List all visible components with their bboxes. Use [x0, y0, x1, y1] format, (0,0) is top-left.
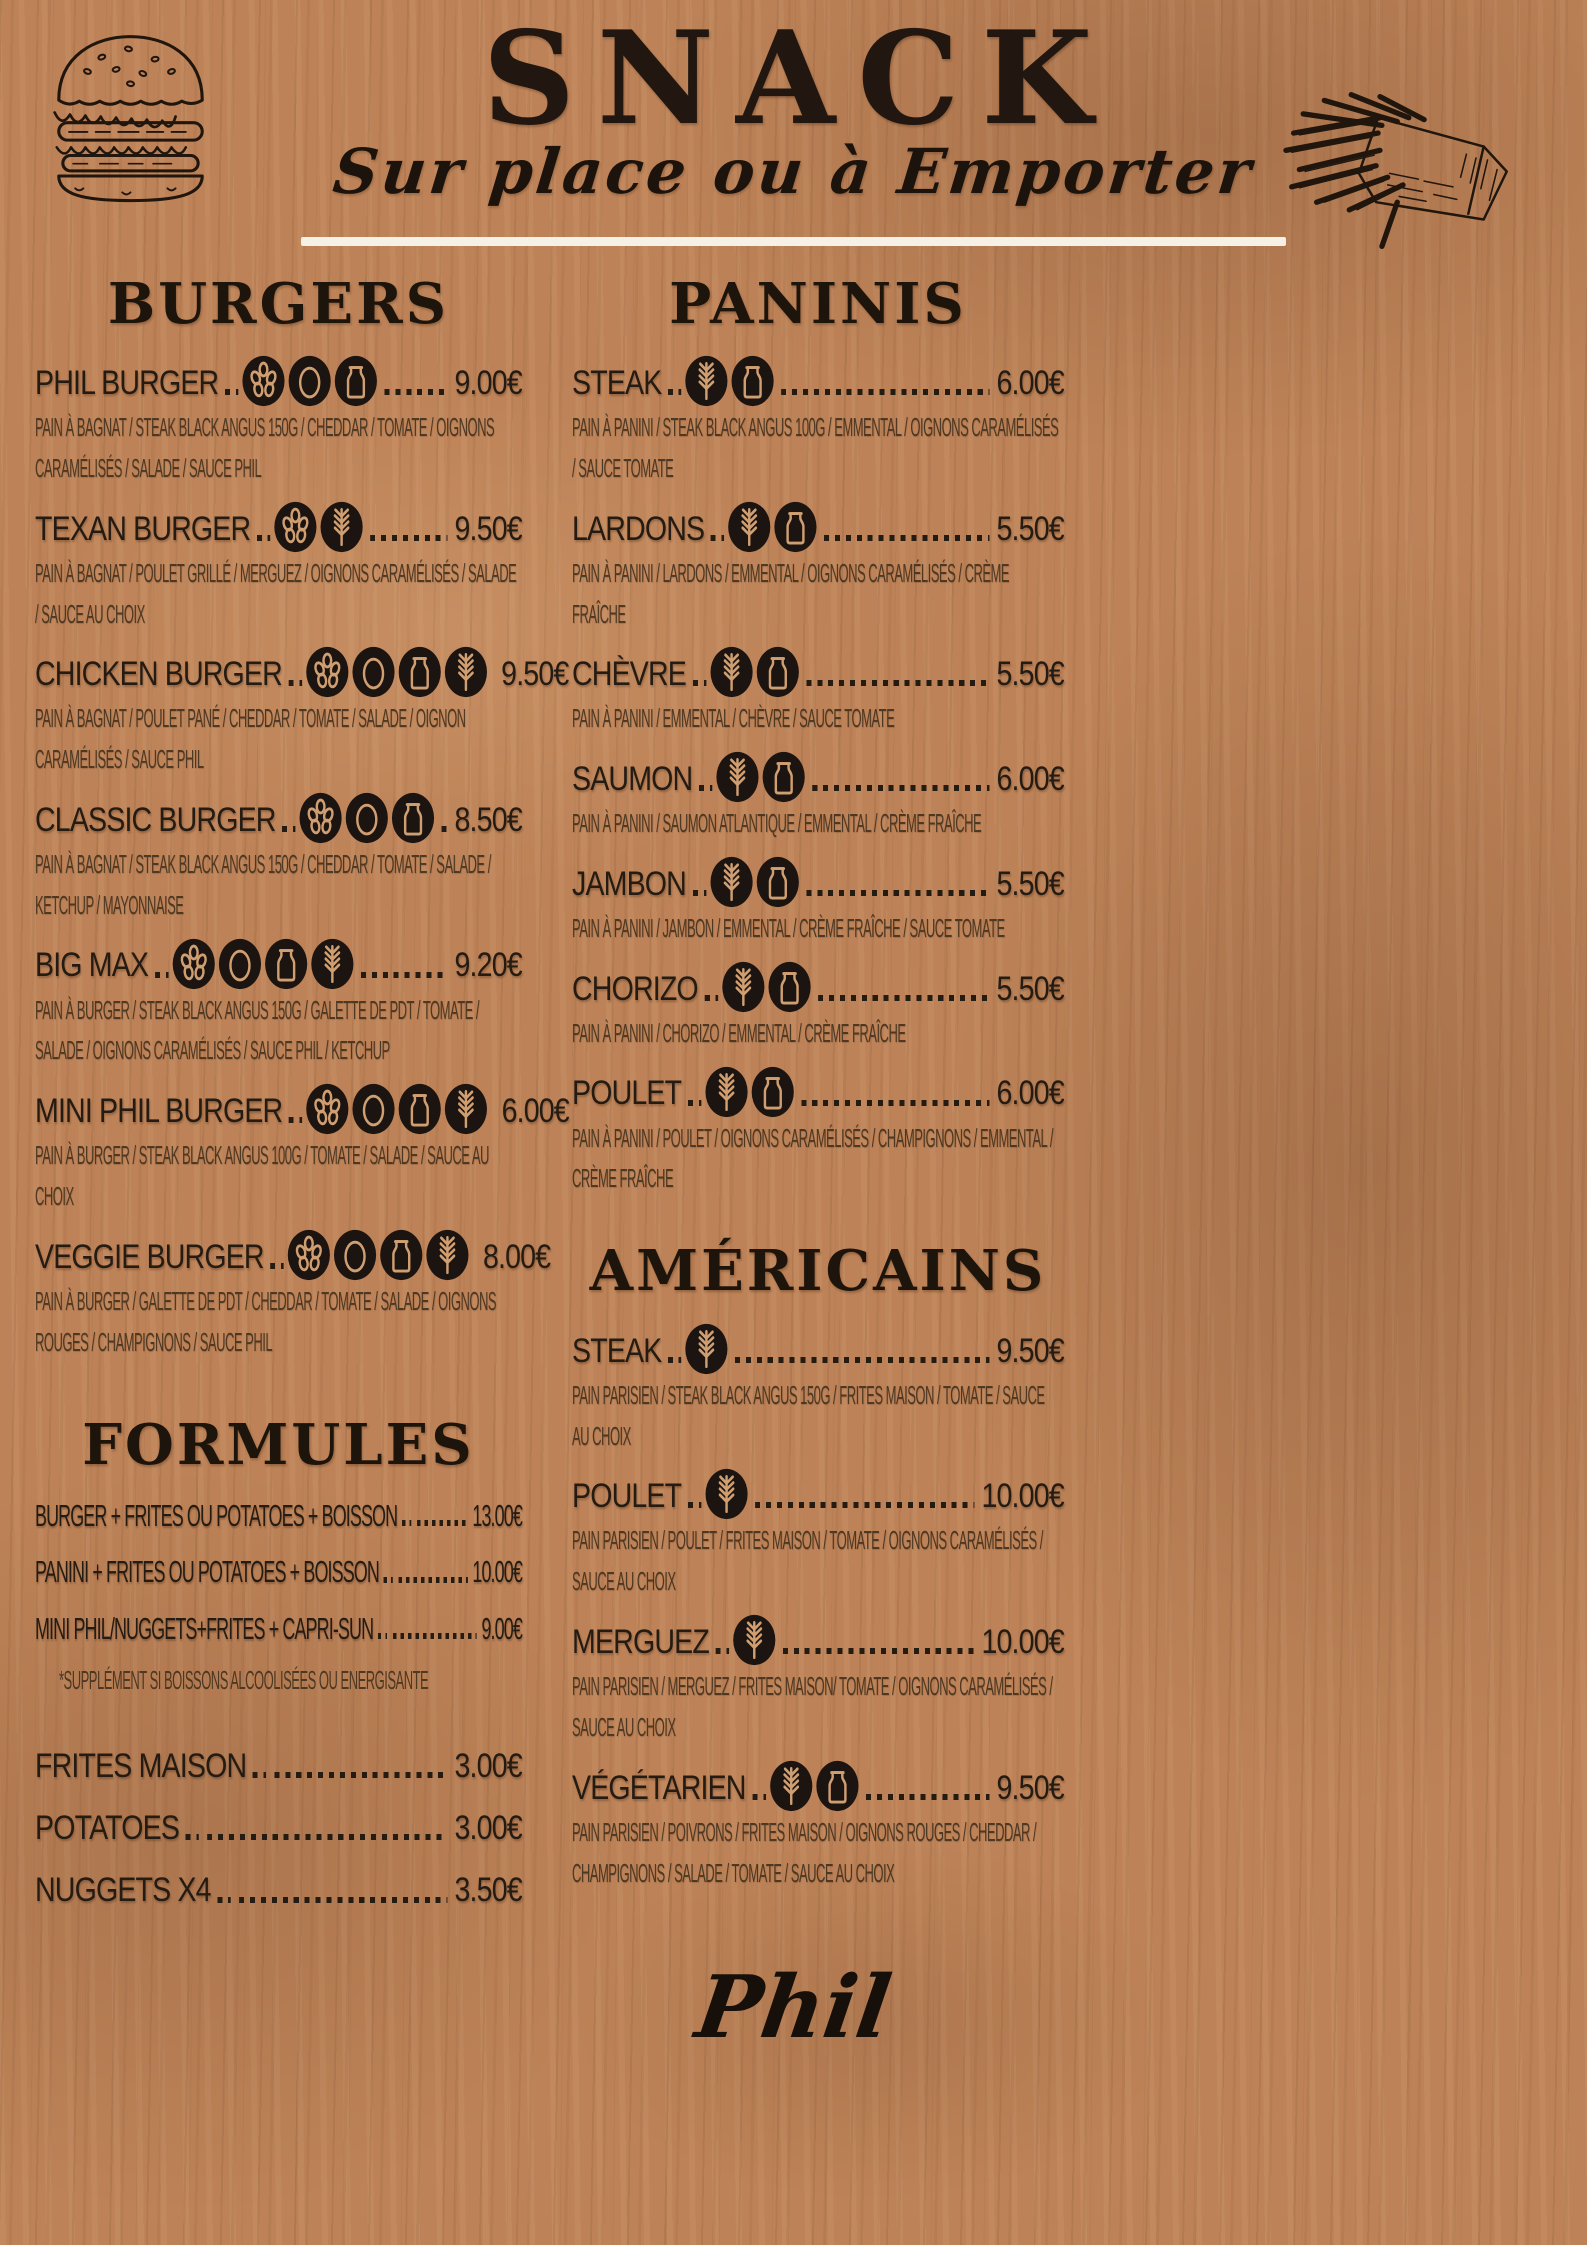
item-row [572, 856, 1064, 906]
menu-item [572, 355, 1064, 489]
item-name: CHÈVRE [572, 655, 686, 694]
item-price: 8.50€ [454, 800, 522, 839]
item-name: POTATOES [35, 1809, 180, 1848]
milk-icon [756, 856, 800, 908]
menu-item [572, 856, 1064, 949]
item-row [35, 1609, 522, 1649]
item-name: MERGUEZ [572, 1622, 709, 1661]
allergen-icons [709, 856, 799, 908]
right-column [572, 246, 1064, 1931]
allergen-icons [769, 1760, 859, 1812]
allergen-icons [242, 355, 378, 407]
item-description: PAIN PARISIEN / STEAK BLACK ANGUS 150G / FRITES MAISON / TOMATE / SAUCE AU CHOIX [572, 1379, 1045, 1451]
menu-item [35, 355, 522, 489]
item-price: 10.00€ [981, 1477, 1064, 1516]
item-name: STEAK [572, 1331, 662, 1370]
item-name: SAUMON [572, 760, 693, 799]
milk-icon [380, 1229, 424, 1281]
item-price: 5.50€ [996, 655, 1064, 694]
sesame-icon [287, 1229, 331, 1281]
page-title: SNACK [482, 4, 1115, 154]
item-description: PAIN À BAGNAT / POULET GRILLÉ / MERGUEZ / OIGNONS CARAMÉLISÉS / SALADE / SAUCE AU CHOIX [35, 557, 517, 629]
item-name: VÉGÉTARIEN [572, 1768, 746, 1807]
dotted-leader [378, 1633, 387, 1639]
dotted-leader [225, 389, 238, 395]
item-price: 9.50€ [501, 655, 569, 694]
item-name: MINI PHIL/NUGGETS+FRITES + CAPRI-SUN [35, 1610, 374, 1646]
item-row [572, 1614, 1064, 1664]
dotted-leader [417, 1520, 468, 1526]
item-price: 5.50€ [996, 969, 1064, 1008]
gluten-icon [769, 1760, 813, 1812]
item-name: POULET [572, 1477, 682, 1516]
dotted-leader [699, 785, 712, 791]
dotted-leader [693, 680, 706, 686]
dotted-leader [782, 389, 990, 395]
dotted-leader [282, 826, 295, 832]
milk-icon [392, 792, 436, 844]
item-price: 9.50€ [454, 509, 522, 548]
item-description: PAIN À BAGNAT / STEAK BLACK ANGUS 150G / CHEDDAR / TOMATE / OIGNONS CARAMÉLISÉS / SALADE / SAUCE PHIL [35, 412, 495, 483]
item-price: 6.00€ [996, 363, 1064, 402]
item-price: 9.20€ [454, 946, 522, 985]
gluten-icon [426, 1229, 470, 1281]
allergen-icons [716, 751, 806, 803]
item-name: STEAK [572, 363, 662, 402]
allergen-icons [287, 1229, 469, 1281]
item-description: PAIN PARISIEN / POULET / FRITES MAISON / TOMATE / OIGNONS CARAMÉLISÉS / SAUCE AU CHOIX [572, 1525, 1043, 1597]
item-row [35, 1744, 522, 1788]
item-price: 5.50€ [996, 864, 1064, 903]
allergen-icons [685, 355, 775, 407]
dotted-leader [818, 995, 990, 1001]
item-row [35, 1083, 569, 1133]
sesame-icon [306, 1083, 350, 1135]
dotted-leader [688, 1100, 701, 1106]
paninis-list [572, 355, 1064, 1199]
item-description: PAIN À PANINI / POULET / OIGNONS CARAMÉLISÉS / CHAMPIGNONS / EMMENTAL / CRÈME FRAÎCHE [572, 1122, 1053, 1194]
dotted-leader [442, 826, 448, 832]
milk-icon [815, 1760, 859, 1812]
milk-icon [731, 355, 775, 407]
milk-icon [398, 646, 442, 698]
section-sides [35, 1744, 522, 1913]
allergen-icons [721, 961, 811, 1013]
item-row [35, 1868, 522, 1912]
allergen-icons [705, 1066, 795, 1118]
dotted-leader [693, 890, 706, 896]
item-name: JAMBON [572, 864, 686, 903]
item-row [35, 355, 522, 405]
item-description: PAIN À PANINI / LARDONS / EMMENTAL / OIGNONS CARAMÉLISÉS / CRÈME FRAÎCHE [572, 557, 1010, 629]
dotted-leader [711, 535, 724, 541]
item-row [35, 938, 522, 988]
allergen-icons [728, 501, 818, 553]
allergen-icons [306, 1083, 488, 1135]
sides-list [35, 1744, 522, 1913]
allergen-icons [299, 792, 435, 844]
dotted-leader [370, 535, 447, 541]
menu-item [572, 1614, 1064, 1748]
menu-item [572, 1066, 1064, 1200]
menu-item [35, 1609, 522, 1649]
milk-icon [264, 938, 308, 990]
item-name: LARDONS [572, 509, 705, 548]
gluten-icon [709, 856, 753, 908]
item-row [35, 646, 569, 696]
item-name: NUGGETS X4 [35, 1871, 211, 1910]
sesame-icon [172, 938, 216, 990]
dotted-leader [393, 1633, 477, 1639]
gluten-icon [685, 1323, 729, 1375]
section-title-paninis: PANINIS [669, 270, 967, 337]
menu-item [35, 938, 522, 1072]
item-row [35, 792, 522, 842]
menu-item [572, 646, 1064, 739]
section-burgers [35, 270, 569, 1363]
item-description: PAIN À PANINI / JAMBON / EMMENTAL / CRÈME FRAÎCHE / SAUCE TOMATE [572, 913, 1005, 944]
dotted-leader [289, 1117, 302, 1123]
brand-logo: Phil [690, 1956, 897, 2058]
item-name: POULET [572, 1074, 682, 1113]
dotted-leader [688, 1502, 701, 1508]
formules-list [35, 1496, 522, 1649]
item-row [35, 1496, 522, 1536]
menu-item [35, 1868, 522, 1912]
item-description: PAIN PARISIEN / MERGUEZ / FRITES MAISON/ TOMATE / OIGNONS CARAMÉLISÉS / SAUCE AU CHOIX [572, 1671, 1053, 1742]
dotted-leader [257, 535, 270, 541]
sesame-icon [242, 355, 286, 407]
item-description: PAIN À BURGER / GALETTE DE PDT / CHEDDAR / TOMATE / SALADE / OIGNONS ROUGES / CHAMPIGNONS / SAUCE PHIL [35, 1285, 497, 1357]
dotted-leader [399, 1577, 468, 1583]
dotted-leader [217, 1897, 230, 1903]
section-title-burgers: BURGERS [107, 270, 450, 337]
dotted-leader [361, 972, 448, 978]
gluten-icon [721, 961, 765, 1013]
section-paninis [572, 270, 1064, 1200]
item-price: 9.00€ [481, 1610, 522, 1646]
menu-item [35, 501, 522, 635]
item-description: PAIN À PANINI / CHORIZO / EMMENTAL / CRÈME FRAÎCHE [572, 1017, 906, 1048]
menu-item [35, 1806, 522, 1850]
item-description: PAIN À PANINI / STEAK BLACK ANGUS 100G / EMMENTAL / OIGNONS CARAMÉLISÉS / SAUCE TOMATE [572, 412, 1059, 483]
egg-icon [333, 1229, 377, 1281]
item-price: 3.00€ [454, 1747, 522, 1785]
item-row [572, 751, 1064, 801]
item-price: 6.00€ [996, 1074, 1064, 1113]
milk-icon [774, 501, 818, 553]
dotted-leader [385, 389, 448, 395]
dotted-leader [735, 1357, 989, 1363]
item-price: 6.00€ [996, 760, 1064, 799]
item-name: MINI PHIL BURGER [35, 1092, 283, 1131]
milk-icon [751, 1066, 795, 1118]
item-name: TEXAN BURGER [35, 509, 251, 548]
allergen-icons [274, 501, 364, 553]
milk-icon [334, 355, 378, 407]
dotted-leader [716, 1648, 729, 1654]
gluten-icon [732, 1614, 776, 1666]
item-name: BURGER + FRITES OU POTATOES + BOISSON [35, 1498, 398, 1534]
item-price: 9.50€ [996, 1768, 1064, 1807]
section-title-formules: FORMULES [82, 1411, 475, 1478]
menu-item [572, 1468, 1064, 1602]
allergen-icons [172, 938, 354, 990]
dotted-leader [806, 890, 990, 896]
allergen-icons [705, 1468, 749, 1520]
dotted-leader [270, 1263, 283, 1269]
sesame-icon [305, 646, 349, 698]
dotted-leader [668, 389, 681, 395]
menu-item [35, 1229, 551, 1363]
dotted-leader [402, 1520, 411, 1526]
menu-header [0, 0, 1587, 246]
allergen-icons [710, 646, 800, 698]
dotted-leader [155, 972, 168, 978]
dotted-leader [253, 1772, 266, 1778]
dotted-leader [289, 680, 302, 686]
milk-icon [768, 961, 812, 1013]
item-row [35, 1806, 522, 1850]
item-row [572, 501, 1064, 551]
header-divider [301, 237, 1286, 246]
item-price: 9.50€ [996, 1331, 1064, 1370]
menu-item [35, 646, 569, 780]
gluten-icon [705, 1066, 749, 1118]
allergen-icons [305, 646, 487, 698]
item-name: CLASSIC BURGER [35, 800, 276, 839]
item-name: PANINI + FRITES OU POTATOES + BOISSON [35, 1554, 379, 1590]
item-description: PAIN À BAGNAT / POULET PANÉ / CHEDDAR / TOMATE / SALADE / OIGNON CARAMÉLISÉS / SAUCE PHIL [35, 703, 466, 775]
item-name: VEGGIE BURGER [35, 1237, 264, 1276]
section-title-americains: AMÉRICAINS [589, 1238, 1047, 1305]
item-price: 10.00€ [981, 1622, 1064, 1661]
item-description: PAIN À PANINI / EMMENTAL / CHÈVRE / SAUCE TOMATE [572, 703, 895, 734]
section-americains [572, 1238, 1064, 1893]
gluten-icon [705, 1468, 749, 1520]
menu-item [35, 1744, 522, 1788]
dotted-leader [783, 1648, 975, 1654]
menu-item [35, 1083, 569, 1217]
egg-icon [288, 355, 332, 407]
gluten-icon [728, 501, 772, 553]
dotted-leader [824, 535, 989, 541]
gluten-icon [444, 646, 488, 698]
dotted-leader [755, 1502, 975, 1508]
item-price: 8.00€ [482, 1237, 551, 1276]
egg-icon [218, 938, 262, 990]
item-row [35, 1229, 551, 1279]
dotted-leader [668, 1357, 681, 1363]
item-price: 3.50€ [454, 1871, 522, 1910]
item-row [572, 1760, 1064, 1810]
item-description: PAIN PARISIEN / POIVRONS / FRITES MAISON / OIGNONS ROUGES / CHEDDAR / CHAMPIGNONS / SALADE / TOMATE / SAUCE AU CHOIX [572, 1816, 1037, 1888]
item-row [35, 1552, 522, 1592]
item-price: 13.00€ [472, 1498, 522, 1534]
item-description: PAIN À PANINI / SAUMON ATLANTIQUE / EMMENTAL / CRÈME FRAÎCHE [572, 808, 982, 839]
item-name: BIG MAX [35, 946, 149, 985]
item-price: 10.00€ [472, 1554, 522, 1590]
item-row [572, 355, 1064, 405]
left-column [35, 246, 569, 1931]
dotted-leader [752, 1794, 765, 1800]
gluten-icon [320, 501, 364, 553]
dotted-leader [186, 1834, 199, 1840]
allergen-icons [732, 1614, 776, 1666]
egg-icon [352, 1083, 396, 1135]
page-subtitle: Sur place ou à Emporter [329, 134, 1258, 208]
item-row [572, 1066, 1064, 1116]
burgers-list [35, 355, 569, 1362]
item-name: CHICKEN BURGER [35, 655, 282, 694]
menu-item [35, 1552, 522, 1592]
dotted-leader [866, 1794, 990, 1800]
item-row [572, 961, 1064, 1011]
egg-icon [352, 646, 396, 698]
allergen-icons [685, 1323, 729, 1375]
item-price: 3.00€ [454, 1809, 522, 1848]
menu-item [35, 792, 522, 926]
item-price: 6.00€ [501, 1092, 569, 1131]
item-row [572, 1468, 1064, 1518]
item-description: PAIN À BAGNAT / STEAK BLACK ANGUS 150G / CHEDDAR / TOMATE / SALADE / KETCHUP / MAYONNAISE [35, 849, 491, 920]
menu-columns [0, 246, 1587, 1931]
menu-item [572, 1760, 1064, 1894]
menu-item [572, 501, 1064, 635]
item-row [572, 1323, 1064, 1373]
gluten-icon [685, 355, 729, 407]
gluten-icon [444, 1083, 488, 1135]
dotted-leader [812, 785, 989, 791]
gluten-icon [716, 751, 760, 803]
sesame-icon [299, 792, 343, 844]
formules-note: *SUPPLÉMENT SI BOISSONS ALCOOLISÉES OU ENERGISANTE [59, 1665, 429, 1695]
item-name: FRITES MAISON [35, 1747, 247, 1785]
item-price: 9.00€ [454, 363, 522, 402]
menu-item [572, 751, 1064, 844]
milk-icon [762, 751, 806, 803]
menu-item [572, 1323, 1064, 1457]
item-price: 5.50€ [996, 509, 1064, 548]
item-name: CHORIZO [572, 969, 698, 1008]
item-row [572, 646, 1064, 696]
dotted-leader [208, 1834, 448, 1840]
item-description: PAIN À BURGER / STEAK BLACK ANGUS 150G / GALETTE DE PDT / TOMATE / SALADE / OIGNONS CARAMÉLISÉS / SAUCE PHIL / KETCHUP [35, 994, 480, 1066]
dotted-leader [801, 1100, 989, 1106]
menu-item [35, 1496, 522, 1536]
dotted-leader [705, 995, 718, 1001]
item-name: PHIL BURGER [35, 363, 219, 402]
gluten-icon [710, 646, 754, 698]
item-row [35, 501, 522, 551]
dotted-leader [239, 1897, 448, 1903]
menu-item [572, 961, 1064, 1054]
gluten-icon [310, 938, 354, 990]
sesame-icon [274, 501, 318, 553]
item-description: PAIN À BURGER / STEAK BLACK ANGUS 100G / TOMATE / SALADE / SAUCE AU CHOIX [35, 1140, 489, 1212]
section-formules [35, 1411, 522, 1696]
americains-list [572, 1323, 1064, 1894]
dotted-leader [384, 1577, 393, 1583]
milk-icon [756, 646, 800, 698]
egg-icon [345, 792, 389, 844]
dotted-leader [275, 1772, 448, 1778]
dotted-leader [806, 680, 990, 686]
milk-icon [398, 1083, 442, 1135]
